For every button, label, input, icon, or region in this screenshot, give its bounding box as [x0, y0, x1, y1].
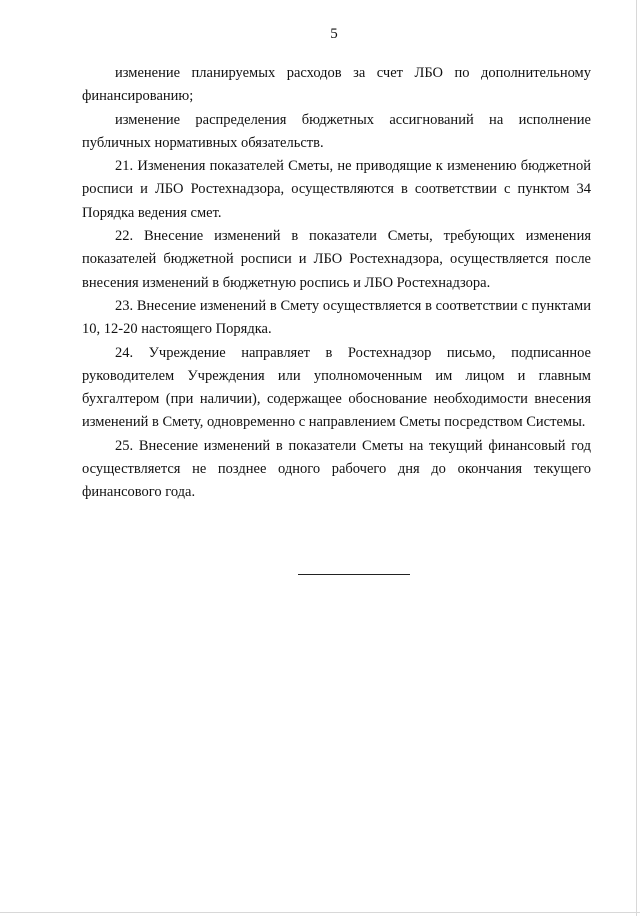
document-body [82, 62, 591, 505]
scan-edge-right [636, 0, 637, 916]
end-separator-line [298, 574, 410, 575]
paragraph-list-item-1: изменение планируемых расходов за счет ЛБО по дополнительному финансированию; [82, 65, 591, 105]
scan-edge-bottom [0, 912, 640, 913]
paragraph-21: 21. Изменения показателей Сметы, не приводящие к изменению бюджетной росписи и ЛБО Ростехнадзора, осуществляются в соответствии с пунктом 34 Порядка ведения смет. [82, 158, 591, 221]
paragraph-25: 25. Внесение изменений в показатели Сметы на текущий финансовый год осуществляется не позднее одного рабочего дня до окончания текущего финансового года. [82, 437, 591, 501]
paragraph-22: 22. Внесение изменений в показатели Сметы, требующих изменения показателей бюджетной росписи и ЛБО Ростехнадзора, осуществляется после внесения изменений в бюджетную роспись и ЛБО Ростехнадзора. [82, 228, 591, 291]
paragraph-24: 24. Учреждение направляет в Ростехнадзор письмо, подписанное руководителем Учреждения или уполномоченным им лицом и главным бухгалтером (при наличии), содержащее обоснование необходимости внесения изменений в Смету, одновременно с направлением Сметы посредством Системы. [82, 344, 591, 431]
paragraph-list-item-2: изменение распределения бюджетных ассигнований на исполнение публичных нормативных обязательств. [82, 111, 591, 151]
paragraph-23: 23. Внесение изменений в Смету осуществляется в соответствии с пунктами 10, 12-20 настоящего Порядка. [82, 297, 591, 338]
page-number: 5 [330, 26, 338, 42]
